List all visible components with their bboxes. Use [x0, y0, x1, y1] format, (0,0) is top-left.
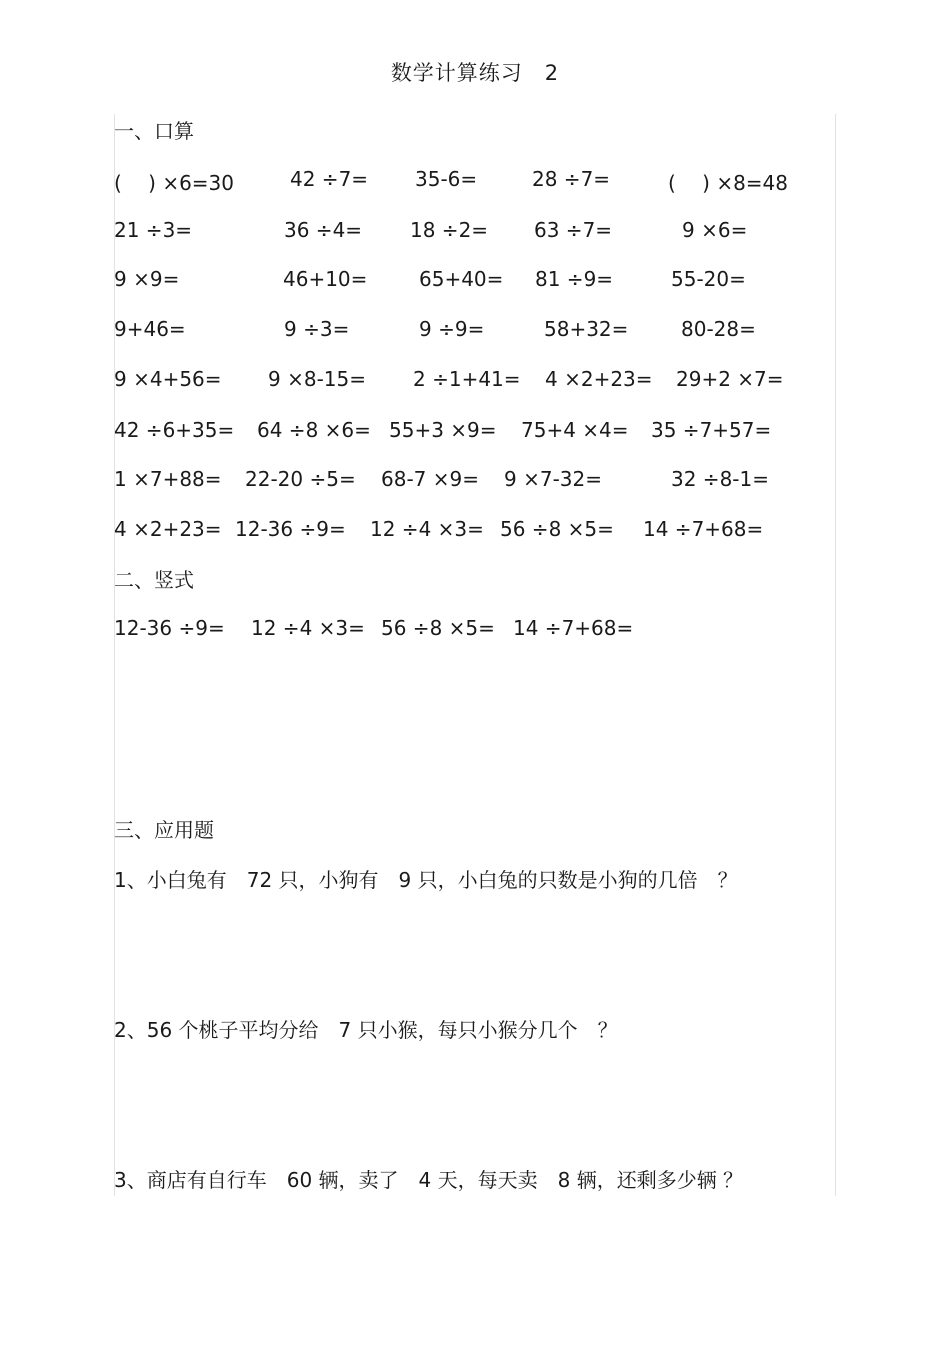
oral-item: 9 ×7-32=	[504, 467, 602, 491]
oral-item: 12 ÷4 ×3=	[370, 517, 484, 541]
oral-item: 29+2 ×7=	[676, 367, 784, 391]
oral-item: 81 ÷9=	[535, 267, 614, 291]
oral-item: 65+40=	[419, 267, 504, 291]
oral-item: 28 ÷7=	[532, 167, 611, 191]
oral-row	[0, 517, 950, 547]
oral-item: 55-20=	[671, 267, 746, 291]
vertical-row	[0, 616, 950, 646]
oral-row	[0, 317, 950, 347]
page-title: 数学计算练习 2	[390, 61, 560, 85]
oral-item: ( ) ×6=30	[114, 171, 235, 195]
oral-item: 58+32=	[544, 317, 629, 341]
oral-item: 46+10=	[283, 267, 368, 291]
oral-item: 35 ÷7+57=	[651, 418, 772, 442]
oral-item: 4 ×2+23=	[114, 517, 222, 541]
oral-item: 4 ×2+23=	[545, 367, 653, 391]
oral-item: 9 ÷9=	[419, 317, 485, 341]
oral-item: 2 ÷1+41=	[413, 367, 521, 391]
oral-item: 9 ×6=	[682, 218, 748, 242]
oral-item: 9 ×4+56=	[114, 367, 222, 391]
oral-item: 36 ÷4=	[284, 218, 363, 242]
oral-row	[0, 267, 950, 297]
section-heading-word: 三、应用题	[114, 818, 214, 842]
oral-item: ( ) ×8=48	[668, 171, 789, 195]
oral-item: 22-20 ÷5=	[245, 467, 356, 491]
oral-item: 9 ×8-15=	[268, 367, 366, 391]
vertical-item: 56 ÷8 ×5=	[381, 616, 495, 640]
oral-item: 55+3 ×9=	[389, 418, 497, 442]
oral-item: 68-7 ×9=	[381, 467, 479, 491]
oral-item: 42 ÷6+35=	[114, 418, 235, 442]
oral-item: 35-6=	[415, 167, 478, 191]
oral-item: 1 ×7+88=	[114, 467, 222, 491]
oral-item: 32 ÷8-1=	[671, 467, 769, 491]
oral-row	[0, 367, 950, 397]
oral-item: 12-36 ÷9=	[235, 517, 346, 541]
oral-item: 9+46=	[114, 317, 186, 341]
oral-row	[0, 167, 950, 197]
oral-row	[0, 218, 950, 248]
oral-row	[0, 418, 950, 448]
oral-item: 9 ÷3=	[284, 317, 350, 341]
oral-row	[0, 467, 950, 497]
vertical-item: 12-36 ÷9=	[114, 616, 225, 640]
section-heading-vertical: 二、竖式	[114, 568, 194, 592]
oral-item: 64 ÷8 ×6=	[257, 418, 371, 442]
word-problem: 3、商店有自行车 60 辆，卖了 4 天，每天卖 8 辆，还剩多少辆 ？	[114, 1168, 744, 1192]
oral-item: 63 ÷7=	[534, 218, 613, 242]
oral-item: 75+4 ×4=	[521, 418, 629, 442]
word-problem: 2、56 个桃子平均分给 7 只小猴，每只小猴分几个 ？	[114, 1018, 618, 1042]
oral-item: 14 ÷7+68=	[643, 517, 764, 541]
vertical-item: 12 ÷4 ×3=	[251, 616, 365, 640]
oral-item: 21 ÷3=	[114, 218, 193, 242]
oral-item: 9 ×9=	[114, 267, 180, 291]
oral-item: 80-28=	[681, 317, 756, 341]
section-heading-oral: 一、口算	[114, 119, 194, 143]
oral-item: 42 ÷7=	[290, 167, 369, 191]
oral-item: 18 ÷2=	[410, 218, 489, 242]
vertical-item: 14 ÷7+68=	[513, 616, 634, 640]
word-problem: 1、小白兔有 72 只，小狗有 9 只，小白兔的只数是小狗的几倍 ？	[114, 868, 738, 892]
oral-item: 56 ÷8 ×5=	[500, 517, 614, 541]
